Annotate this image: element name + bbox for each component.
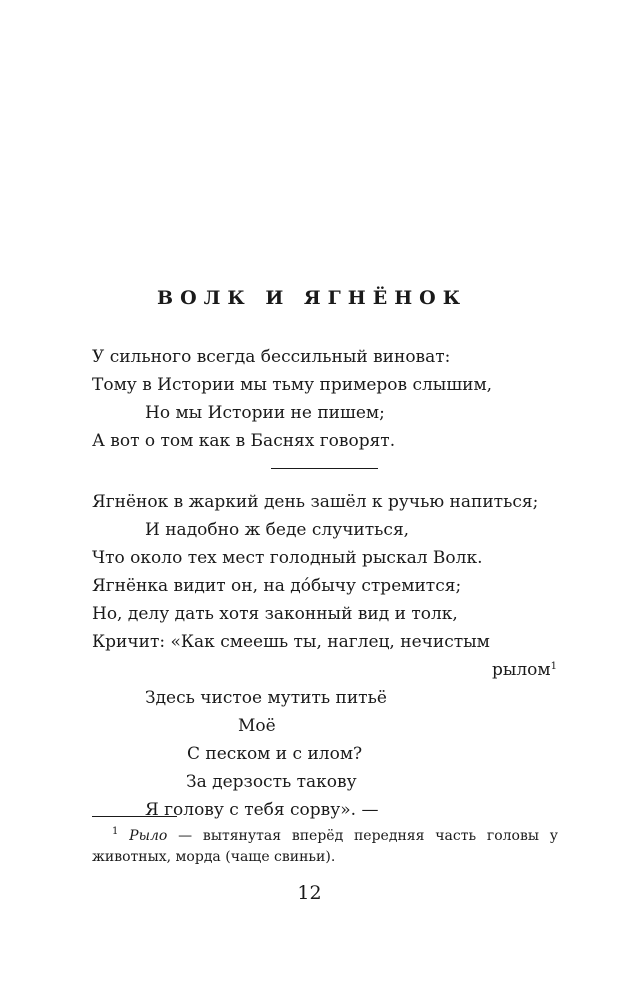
verse-word: рылом	[491, 660, 551, 680]
verse-line: И надобно ж беде случиться,	[145, 520, 410, 540]
verse-line: Ягнёнок в жаркий день зашёл к ручью напиться;	[92, 492, 539, 512]
footnote-term: Рыло	[129, 828, 168, 844]
footnote-divider	[92, 816, 177, 817]
verse-line: Что около тех мест голодный рыскал Волк.	[92, 548, 483, 568]
verse-line: Кричит: «Как смеешь ты, наглец, нечистым	[92, 632, 490, 652]
verse-line-continuation	[92, 656, 562, 684]
verse-line: Тому в Истории мы тьму примеров слышим,	[92, 375, 493, 395]
page-number: 12	[297, 882, 322, 904]
verse-line: У сильного всегда бессильный виноват:	[92, 347, 451, 367]
verse-line: Здесь чистое мутить питьё	[145, 688, 387, 708]
verse-line: Я голову с тебя сорву». —	[145, 800, 379, 820]
epigraph-stanza	[92, 343, 562, 455]
verse-line: С песком и с илом?	[187, 744, 363, 764]
verse-line: Ягнёнка видит он, на дóбычу стремится;	[92, 576, 462, 596]
main-stanza	[92, 488, 562, 824]
verse-line: Но мы Истории не пишем;	[145, 403, 385, 423]
section-divider	[271, 468, 378, 469]
footnote-marker: 1	[112, 826, 119, 837]
verse-line: Но, делу дать хотя законный вид и толк,	[92, 604, 458, 624]
verse-line: За дерзость такову	[186, 772, 357, 792]
verse-line: Моё	[238, 716, 276, 736]
footnote-reference: 1	[550, 661, 557, 672]
footnote-text: — вытянутая вперёд передняя часть головы у животных, морда (чаще свиньи).	[92, 828, 558, 865]
verse-line: А вот о том как в Баснях говорят.	[92, 431, 396, 451]
footnote	[92, 826, 558, 868]
poem-title: ВОЛК И ЯГНЁНОК	[157, 287, 467, 309]
